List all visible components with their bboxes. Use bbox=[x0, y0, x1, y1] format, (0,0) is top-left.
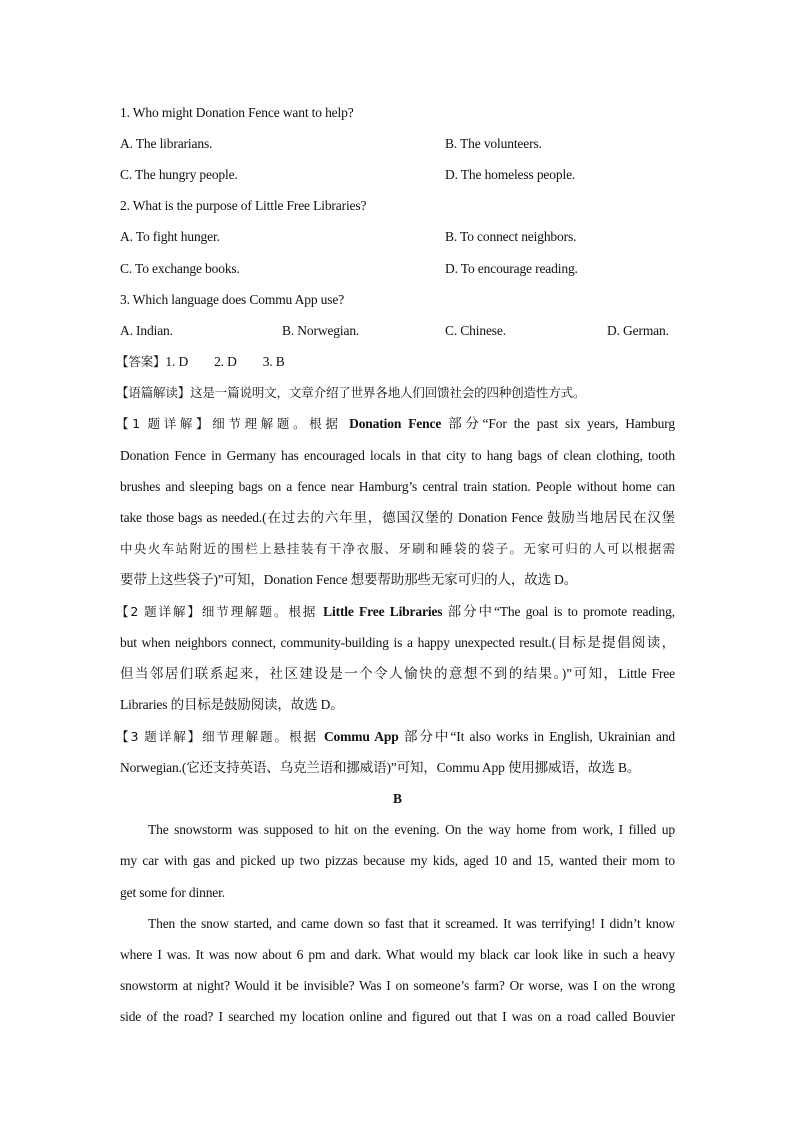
q1-option-d: D. The homeless people. bbox=[445, 167, 576, 182]
q1-option-b: B. The volunteers. bbox=[445, 136, 542, 151]
passage-summary bbox=[116, 384, 671, 402]
q2-option-b: B. To connect neighbors. bbox=[445, 229, 577, 244]
explanation-2-line-1: 【2 题详解】细节理解题。根据 Little Free Libraries 部分中“The goal is to promote reading, bbox=[116, 604, 675, 619]
q1-option-a: A. The librarians. bbox=[120, 136, 213, 151]
passage-b-p2-line-2: where I was. It was now about 6 pm and dark. What would my black car look like in such a heavy bbox=[120, 947, 675, 962]
explanation-1-line-4: take those bags as needed.(在过去的六年里，德国汉堡的 Donation Fence 鼓励当地居民在汉堡 bbox=[120, 510, 675, 525]
answer-label: 【答案】 bbox=[116, 354, 166, 369]
summary-text: 这是一篇说明文，文章介绍了世界各地人们回馈社会的四种创造性方式。 bbox=[190, 385, 586, 400]
explanation-1-line-2: Donation Fence in Germany has encouraged locals in that city to hang bags of clean clothing, tooth bbox=[120, 448, 675, 463]
passage-b-p2-line-3: snowstorm at night? Would it be invisible? Was I on someone’s farm? Or worse, was I on the wrong bbox=[120, 978, 675, 993]
q3-option-c: C. Chinese. bbox=[445, 323, 506, 338]
explanation-2-line-3: 但当邻居们联系起来，社区建设是一个令人愉快的意想不到的结果。)”可知，Little Free bbox=[120, 666, 675, 681]
answer-1: 1. D bbox=[165, 354, 189, 369]
passage-b-p2-line-4: side of the road? I searched my location online and figured out that I was on a road called Bouvier bbox=[120, 1009, 675, 1024]
summary-label: 【语篇解读】 bbox=[116, 385, 191, 400]
passage-b-p1-line-3: get some for dinner. bbox=[120, 885, 225, 900]
explanation-1-line-1: 【1 题详解】细节理解题。根据 Donation Fence 部分“For the past six years, Hamburg bbox=[116, 416, 675, 431]
question-2: 2. What is the purpose of Little Free Libraries? bbox=[120, 198, 367, 213]
explanation-1-line-5: 中央火车站附近的围栏上悬挂装有干净衣服、牙刷和睡袋的袋子。无家可归的人可以根据需 bbox=[120, 541, 675, 556]
explanation-3-line-2: Norwegian.(它还支持英语、乌克兰语和挪威语)”可知，Commu App 使用挪威语，故选 B。 bbox=[120, 760, 641, 775]
q3-option-a: A. Indian. bbox=[120, 323, 173, 338]
explanation-3-line-1: 【3 题详解】细节理解题。根据 Commu App 部分中“It also works in English, Ukrainian and bbox=[116, 729, 676, 744]
explanation-3-label: 【3 题详解】 bbox=[116, 729, 203, 744]
q1-option-c: C. The hungry people. bbox=[120, 167, 238, 182]
question-3: 3. Which language does Commu App use? bbox=[120, 292, 345, 307]
explanation-2-line-2: but when neighbors connect, community-building is a happy unexpected result.(目标是提倡阅读， bbox=[120, 635, 675, 650]
section-heading: B bbox=[392, 791, 402, 806]
q3-option-b: B. Norwegian. bbox=[282, 323, 360, 338]
question-1: 1. Who might Donation Fence want to help? bbox=[120, 105, 354, 120]
q2-option-c: C. To exchange books. bbox=[120, 261, 240, 276]
passage-b-p1-line-1: The snowstorm was supposed to hit on the evening. On the way home from work, I filled up bbox=[148, 822, 675, 837]
answer-2: 2. D bbox=[214, 354, 237, 369]
explanation-1-line-6: 要带上这些袋子)”可知，Donation Fence 想要帮助那些无家可归的人，故选 D。 bbox=[120, 572, 578, 587]
answer-key bbox=[116, 353, 671, 371]
passage-b-p2-line-1: Then the snow started, and came down so fast that it screamed. It was terrifying! I didn’t know bbox=[148, 916, 675, 931]
passage-b-p1-line-2: my car with gas and picked up two pizzas because my kids, aged 10 and 15, wanted their mom to bbox=[120, 853, 675, 868]
explanation-1-line-3: brushes and sleeping bags on a fence near Hamburg’s central train station. People without home can bbox=[120, 479, 675, 494]
explanation-2-line-4: Libraries 的目标是鼓励阅读，故选 D。 bbox=[120, 697, 344, 712]
answer-3: 3. B bbox=[262, 354, 285, 369]
q2-option-a: A. To fight hunger. bbox=[120, 229, 220, 244]
explanation-1-label: 【1 题详解】 bbox=[116, 416, 213, 431]
explanation-2-label: 【2 题详解】 bbox=[116, 604, 202, 619]
q3-option-d: D. German. bbox=[607, 323, 669, 338]
q2-option-d: D. To encourage reading. bbox=[445, 261, 578, 276]
